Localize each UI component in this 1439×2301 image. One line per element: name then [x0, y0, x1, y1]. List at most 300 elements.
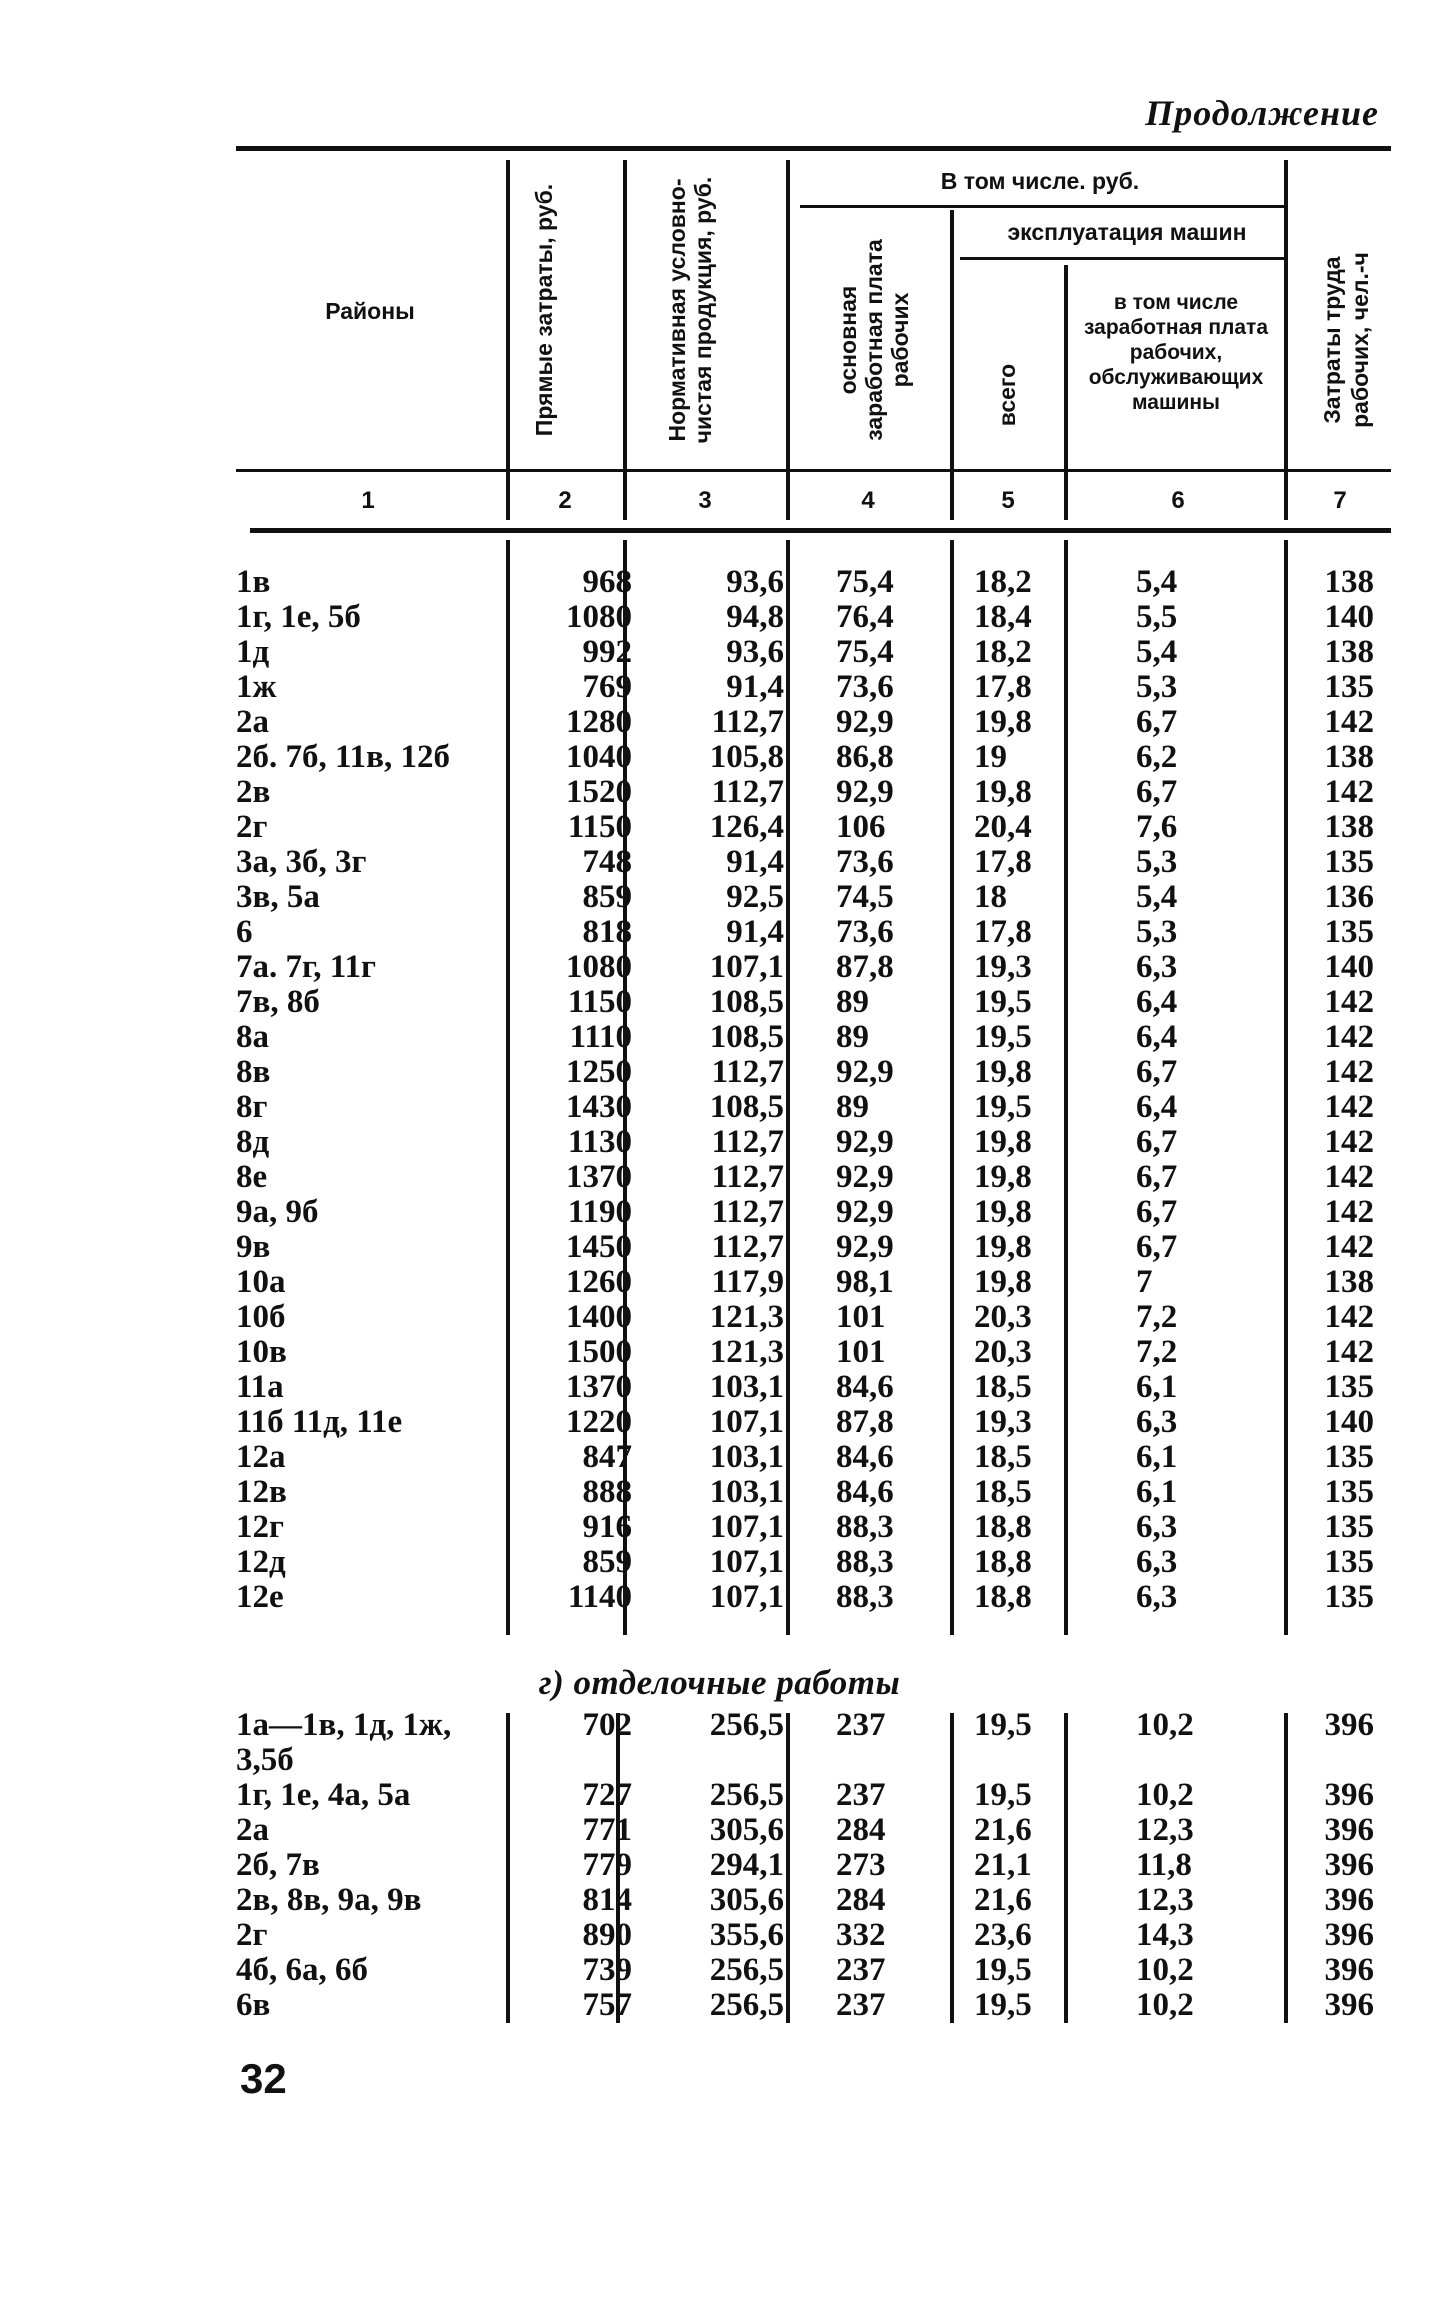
- cell-labor-costs: 138: [1324, 634, 1374, 670]
- cell-machines-total: 20,3: [974, 1299, 1032, 1335]
- cell-region: 12в: [236, 1474, 287, 1510]
- cell-normative-product: 294,1: [709, 1847, 784, 1883]
- cell-normative-product: 126,4: [709, 809, 784, 845]
- cell-machine-wage: 7,6: [1136, 809, 1178, 845]
- cell-normative-product: 121,3: [709, 1299, 784, 1335]
- cell-machine-wage: 10,2: [1136, 1707, 1194, 1743]
- cell-base-wage: 92,9: [836, 1054, 894, 1090]
- cell-direct-costs: 916: [582, 1509, 632, 1545]
- cell-machine-wage: 6,7: [1136, 1159, 1178, 1195]
- cell-base-wage: 89: [836, 984, 869, 1020]
- cell-labor-costs: 140: [1324, 1404, 1374, 1440]
- cell-machine-wage: 6,7: [1136, 1194, 1178, 1230]
- cell-labor-costs: 135: [1324, 1579, 1374, 1615]
- cell-region: 7в, 8б: [236, 984, 320, 1020]
- cell-labor-costs: 142: [1324, 1019, 1374, 1055]
- cell-machine-wage: 7,2: [1136, 1299, 1178, 1335]
- cell-region: 10в: [236, 1334, 287, 1370]
- cell-normative-product: 112,7: [711, 1124, 784, 1160]
- cell-normative-product: 112,7: [711, 1194, 784, 1230]
- colnum-bottom-rule: [250, 528, 1391, 533]
- cell-normative-product: 256,5: [709, 1777, 784, 1813]
- body-vline-1: [506, 540, 510, 1635]
- header-base-wage: основная заработная плата рабочих: [835, 239, 913, 441]
- cell-direct-costs: 1400: [566, 1299, 632, 1335]
- cell-normative-product: 105,8: [709, 739, 784, 775]
- cell-machines-total: 18,2: [974, 564, 1032, 600]
- cell-region: 8а: [236, 1019, 269, 1055]
- cell-region: 10б: [236, 1299, 286, 1335]
- cell-labor-costs: 140: [1324, 599, 1374, 635]
- cell-direct-costs: 1130: [567, 1124, 632, 1160]
- cell-base-wage: 88,3: [836, 1509, 894, 1545]
- cell-machines-total: 19,3: [974, 1404, 1032, 1440]
- cell-labor-costs: 142: [1324, 1054, 1374, 1090]
- cell-machines-total: 19,8: [974, 1194, 1032, 1230]
- cell-normative-product: 305,6: [709, 1882, 784, 1918]
- cell-direct-costs: 739: [582, 1952, 632, 1988]
- cell-machines-total: 20,3: [974, 1334, 1032, 1370]
- cell-direct-costs: 702: [582, 1707, 632, 1743]
- cell-normative-product: 91,4: [726, 844, 784, 880]
- cell-labor-costs: 396: [1324, 1707, 1374, 1743]
- cell-machine-wage: 5,3: [1136, 669, 1178, 705]
- cell-direct-costs: 771: [582, 1812, 632, 1848]
- header-normative-net-product: Нормативная условно-чистая продукция, руб.: [664, 176, 716, 444]
- cell-direct-costs: 748: [582, 844, 632, 880]
- cell-labor-costs: 138: [1324, 739, 1374, 775]
- cell-labor-costs: 142: [1324, 774, 1374, 810]
- cell-direct-costs: 1370: [566, 1159, 632, 1195]
- cell-direct-costs: 992: [582, 634, 632, 670]
- cell-machines-total: 19,5: [974, 1987, 1032, 2023]
- cell-region: 2г: [236, 809, 268, 845]
- cell-machine-wage: 6,3: [1136, 1404, 1178, 1440]
- fin-vline-3: [786, 1713, 790, 2023]
- cell-normative-product: 108,5: [709, 984, 784, 1020]
- cell-direct-costs: 1110: [569, 1019, 632, 1055]
- cell-base-wage: 73,6: [836, 669, 894, 705]
- cell-machines-total: 18,5: [974, 1369, 1032, 1405]
- cell-machines-total: 19,8: [974, 1229, 1032, 1265]
- colnum-5: 5: [1001, 487, 1015, 514]
- cell-labor-costs: 138: [1324, 564, 1374, 600]
- cell-normative-product: 93,6: [726, 634, 784, 670]
- cell-machines-total: 18: [974, 879, 1007, 915]
- cell-direct-costs: 1280: [566, 704, 632, 740]
- cell-machine-wage: 6,7: [1136, 1124, 1178, 1160]
- cell-base-wage: 74,5: [836, 879, 894, 915]
- hdr-vline-6: [1284, 160, 1288, 520]
- cell-region: 11б 11д, 11е: [236, 1404, 403, 1440]
- cell-direct-costs: 1500: [566, 1334, 632, 1370]
- cell-machine-wage: 6,3: [1136, 949, 1178, 985]
- cell-direct-costs: 968: [582, 564, 632, 600]
- cell-region: 3в, 5а: [236, 879, 320, 915]
- hdr-vline-4: [950, 210, 954, 520]
- cell-direct-costs: 890: [582, 1917, 632, 1953]
- cell-direct-costs: 847: [582, 1439, 632, 1475]
- cell-labor-costs: 135: [1324, 1474, 1374, 1510]
- cell-normative-product: 103,1: [709, 1369, 784, 1405]
- cell-machine-wage: 12,3: [1136, 1882, 1194, 1918]
- cell-region: 1г, 1е, 5б: [236, 599, 361, 635]
- cell-machines-total: 17,8: [974, 844, 1032, 880]
- cell-labor-costs: 135: [1324, 1544, 1374, 1580]
- cell-machine-wage: 6,4: [1136, 984, 1178, 1020]
- cell-machines-total: 17,8: [974, 914, 1032, 950]
- cell-machines-total: 18,8: [974, 1579, 1032, 1615]
- cell-machine-wage: 14,3: [1136, 1917, 1194, 1953]
- cell-region: 11а: [236, 1369, 284, 1405]
- cell-machine-wage: 5,3: [1136, 844, 1178, 880]
- colnum-7: 7: [1333, 487, 1347, 514]
- cell-base-wage: 237: [836, 1707, 886, 1743]
- cell-region: 2в: [236, 774, 271, 810]
- cell-direct-costs: 727: [582, 1777, 632, 1813]
- cell-machines-total: 18,8: [974, 1509, 1032, 1545]
- cell-region: 6: [236, 914, 253, 950]
- cell-base-wage: 237: [836, 1987, 886, 2023]
- cell-direct-costs: 859: [582, 879, 632, 915]
- cell-machine-wage: 5,5: [1136, 599, 1178, 635]
- cell-machine-wage: 6,3: [1136, 1509, 1178, 1545]
- cell-base-wage: 101: [836, 1334, 886, 1370]
- cell-region: 7а. 7г, 11г: [236, 949, 376, 985]
- cell-base-wage: 86,8: [836, 739, 894, 775]
- body-vline-3: [786, 540, 790, 1635]
- cell-labor-costs: 396: [1324, 1952, 1374, 1988]
- cell-machine-wage: 6,4: [1136, 1019, 1178, 1055]
- table-top-rule: [236, 146, 1391, 151]
- continuation-label: Продолжение: [1145, 93, 1379, 133]
- colnum-6: 6: [1171, 487, 1185, 514]
- cell-labor-costs: 142: [1324, 1334, 1374, 1370]
- cell-normative-product: 108,5: [709, 1019, 784, 1055]
- cell-base-wage: 284: [836, 1882, 886, 1918]
- cell-direct-costs: 859: [582, 1544, 632, 1580]
- cell-region: 9в: [236, 1229, 271, 1265]
- cell-region: 12д: [236, 1544, 286, 1580]
- cell-machine-wage: 6,1: [1136, 1474, 1178, 1510]
- cell-machines-total: 18,2: [974, 634, 1032, 670]
- cell-base-wage: 75,4: [836, 634, 894, 670]
- cell-direct-costs: 1040: [566, 739, 632, 775]
- cell-normative-product: 256,5: [709, 1952, 784, 1988]
- header-bottom-rule: [236, 469, 1391, 472]
- cell-normative-product: 107,1: [709, 1509, 784, 1545]
- colnum-4: 4: [861, 487, 875, 514]
- cell-machines-total: 23,6: [974, 1917, 1032, 1953]
- cell-labor-costs: 135: [1324, 1509, 1374, 1545]
- cell-base-wage: 75,4: [836, 564, 894, 600]
- fin-vline-6: [1284, 1713, 1288, 2023]
- cell-direct-costs: 1150: [567, 809, 632, 845]
- cell-base-wage: 92,9: [836, 1229, 894, 1265]
- cell-labor-costs: 135: [1324, 914, 1374, 950]
- cell-machine-wage: 6,7: [1136, 1054, 1178, 1090]
- cell-machine-wage: 5,4: [1136, 564, 1178, 600]
- colnum-3: 3: [698, 487, 712, 514]
- group-rule-in-that-number: [800, 205, 1288, 208]
- cell-base-wage: 84,6: [836, 1369, 894, 1405]
- cell-region: 8е: [236, 1159, 268, 1195]
- cell-normative-product: 91,4: [726, 914, 784, 950]
- cell-normative-product: 355,6: [709, 1917, 784, 1953]
- cell-base-wage: 92,9: [836, 704, 894, 740]
- cell-base-wage: 76,4: [836, 599, 894, 635]
- cell-labor-costs: 135: [1324, 1369, 1374, 1405]
- cell-machines-total: 19,8: [974, 1054, 1032, 1090]
- cell-region: 1а—1в, 1д, 1ж, 3,5б: [236, 1707, 452, 1778]
- cell-normative-product: 103,1: [709, 1439, 784, 1475]
- cell-direct-costs: 1080: [566, 599, 632, 635]
- cell-normative-product: 256,5: [709, 1987, 784, 2023]
- cell-machine-wage: 6,7: [1136, 704, 1178, 740]
- header-total: всего: [994, 363, 1020, 427]
- cell-region: 2а: [236, 704, 269, 740]
- hdr-vline-2: [623, 160, 627, 520]
- cell-direct-costs: 818: [582, 914, 632, 950]
- cell-labor-costs: 142: [1324, 1229, 1374, 1265]
- cell-machine-wage: 5,4: [1136, 634, 1178, 670]
- header-machine-operation: эксплуатация машин: [1007, 219, 1247, 245]
- cell-labor-costs: 136: [1324, 879, 1374, 915]
- cell-region: 1г, 1е, 4а, 5а: [236, 1777, 411, 1813]
- body-vline-6: [1284, 540, 1288, 1635]
- cell-machine-wage: 6,4: [1136, 1089, 1178, 1125]
- cell-labor-costs: 135: [1324, 1439, 1374, 1475]
- colnum-1: 1: [361, 487, 375, 514]
- cell-region: 3а, 3б, 3г: [236, 844, 367, 880]
- cell-region: 12г: [236, 1509, 284, 1545]
- cell-machines-total: 19,3: [974, 949, 1032, 985]
- cell-region: 8в: [236, 1054, 271, 1090]
- cell-region: 8г: [236, 1089, 268, 1125]
- cell-labor-costs: 396: [1324, 1917, 1374, 1953]
- cell-direct-costs: 1430: [566, 1089, 632, 1125]
- cell-labor-costs: 396: [1324, 1882, 1374, 1918]
- cell-labor-costs: 142: [1324, 1089, 1374, 1125]
- cell-normative-product: 112,7: [711, 1054, 784, 1090]
- cell-normative-product: 107,1: [709, 1579, 784, 1615]
- cell-normative-product: 107,1: [709, 1404, 784, 1440]
- cell-direct-costs: 1140: [567, 1579, 632, 1615]
- cell-direct-costs: 769: [582, 669, 632, 705]
- header-labor-costs: Затраты труда рабочих, чел.-ч: [1319, 252, 1373, 428]
- cell-base-wage: 101: [836, 1299, 886, 1335]
- cell-normative-product: 112,7: [711, 1229, 784, 1265]
- cell-machine-wage: 6,2: [1136, 739, 1178, 775]
- hdr-vline-1: [506, 160, 510, 520]
- cell-region: 2в, 8в, 9а, 9в: [236, 1882, 422, 1918]
- cell-normative-product: 92,5: [726, 879, 784, 915]
- cell-normative-product: 112,7: [711, 1159, 784, 1195]
- cell-base-wage: 89: [836, 1089, 869, 1125]
- cell-machine-wage: 7,2: [1136, 1334, 1178, 1370]
- group-rule-machines: [960, 257, 1288, 260]
- cell-normative-product: 94,8: [726, 599, 784, 635]
- cell-region: 9а, 9б: [236, 1194, 319, 1230]
- cell-normative-product: 91,4: [726, 669, 784, 705]
- body-vline-4: [950, 540, 954, 1635]
- cell-region: 1в: [236, 564, 271, 600]
- cell-base-wage: 87,8: [836, 1404, 894, 1440]
- cell-machine-wage: 6,1: [1136, 1439, 1178, 1475]
- cell-normative-product: 107,1: [709, 1544, 784, 1580]
- cell-labor-costs: 396: [1324, 1812, 1374, 1848]
- cell-direct-costs: 779: [582, 1847, 632, 1883]
- cell-base-wage: 87,8: [836, 949, 894, 985]
- header-in-that-number: В том числе. руб.: [940, 168, 1140, 194]
- cell-region: 12а: [236, 1439, 286, 1475]
- cell-machines-total: 19,5: [974, 1952, 1032, 1988]
- section-title-finishing: г) отделочные работы: [538, 1663, 901, 1702]
- cell-region: 2а: [236, 1812, 269, 1848]
- fin-vline-1: [506, 1713, 510, 2023]
- cell-base-wage: 98,1: [836, 1264, 894, 1300]
- cell-machines-total: 19,8: [974, 1264, 1032, 1300]
- cell-labor-costs: 135: [1324, 844, 1374, 880]
- cell-direct-costs: 814: [582, 1882, 632, 1918]
- cell-machines-total: 19,5: [974, 1089, 1032, 1125]
- cell-labor-costs: 142: [1324, 1124, 1374, 1160]
- cell-direct-costs: 1220: [566, 1404, 632, 1440]
- cell-direct-costs: 1370: [566, 1369, 632, 1405]
- cell-normative-product: 256,5: [709, 1707, 784, 1743]
- cell-machine-wage: 6,3: [1136, 1544, 1178, 1580]
- cell-normative-product: 112,7: [711, 774, 784, 810]
- cell-machine-wage: 6,3: [1136, 1579, 1178, 1615]
- colnum-2: 2: [558, 487, 572, 514]
- cell-region: 1д: [236, 634, 270, 670]
- cell-direct-costs: 1520: [566, 774, 632, 810]
- cell-machine-wage: 11,8: [1136, 1847, 1192, 1883]
- cell-base-wage: 84,6: [836, 1474, 894, 1510]
- cell-machines-total: 19,5: [974, 1019, 1032, 1055]
- cell-base-wage: 237: [836, 1952, 886, 1988]
- cell-region: 2г: [236, 1917, 268, 1953]
- cell-machines-total: 18,5: [974, 1474, 1032, 1510]
- cell-direct-costs: 888: [582, 1474, 632, 1510]
- cell-labor-costs: 138: [1324, 1264, 1374, 1300]
- cell-region: 12е: [236, 1579, 284, 1615]
- cell-base-wage: 92,9: [836, 1159, 894, 1195]
- cell-machines-total: 19,8: [974, 774, 1032, 810]
- cell-normative-product: 112,7: [711, 704, 784, 740]
- cell-machines-total: 19,5: [974, 1777, 1032, 1813]
- cell-labor-costs: 142: [1324, 1159, 1374, 1195]
- hdr-vline-3: [786, 160, 790, 520]
- cell-base-wage: 73,6: [836, 914, 894, 950]
- header-regions: Районы: [325, 298, 415, 324]
- cell-machines-total: 21,6: [974, 1882, 1032, 1918]
- cell-machine-wage: 6,7: [1136, 1229, 1178, 1265]
- cell-machines-total: 19: [974, 739, 1007, 775]
- cell-normative-product: 305,6: [709, 1812, 784, 1848]
- cell-labor-costs: 142: [1324, 704, 1374, 740]
- cell-region: 4б, 6а, 6б: [236, 1952, 368, 1988]
- cell-base-wage: 84,6: [836, 1439, 894, 1475]
- cell-base-wage: 92,9: [836, 1124, 894, 1160]
- cell-base-wage: 284: [836, 1812, 886, 1848]
- hdr-vline-5: [1064, 265, 1068, 520]
- cell-labor-costs: 142: [1324, 984, 1374, 1020]
- cell-direct-costs: 1250: [566, 1054, 632, 1090]
- cell-labor-costs: 142: [1324, 1194, 1374, 1230]
- cell-region: 2б, 7в: [236, 1847, 320, 1883]
- cell-machines-total: 21,1: [974, 1847, 1032, 1883]
- cell-machine-wage: 6,7: [1136, 774, 1178, 810]
- cell-base-wage: 237: [836, 1777, 886, 1813]
- cell-normative-product: 103,1: [709, 1474, 784, 1510]
- cell-machines-total: 19,5: [974, 1707, 1032, 1743]
- header-direct-costs: Прямые затраты, руб.: [531, 183, 557, 437]
- cell-machine-wage: 6,1: [1136, 1369, 1178, 1405]
- cell-labor-costs: 140: [1324, 949, 1374, 985]
- cell-machines-total: 19,5: [974, 984, 1032, 1020]
- cell-direct-costs: 1450: [566, 1229, 632, 1265]
- cell-normative-product: 121,3: [709, 1334, 784, 1370]
- cell-base-wage: 88,3: [836, 1544, 894, 1580]
- cell-machine-wage: 5,4: [1136, 879, 1178, 915]
- cell-labor-costs: 396: [1324, 1777, 1374, 1813]
- cell-base-wage: 92,9: [836, 774, 894, 810]
- cell-base-wage: 273: [836, 1847, 886, 1883]
- cell-region: 2б. 7б, 11в, 12б: [236, 739, 451, 775]
- cell-direct-costs: 1190: [567, 1194, 632, 1230]
- cell-machines-total: 17,8: [974, 669, 1032, 705]
- cell-machine-wage: 10,2: [1136, 1777, 1194, 1813]
- cell-machines-total: 19,8: [974, 1124, 1032, 1160]
- cell-base-wage: 92,9: [836, 1194, 894, 1230]
- cell-labor-costs: 135: [1324, 669, 1374, 705]
- cell-machines-total: 18,5: [974, 1439, 1032, 1475]
- cell-machine-wage: 7: [1136, 1264, 1153, 1300]
- cell-machine-wage: 10,2: [1136, 1987, 1194, 2023]
- cell-labor-costs: 142: [1324, 1299, 1374, 1335]
- cell-base-wage: 73,6: [836, 844, 894, 880]
- cell-machine-wage: 5,3: [1136, 914, 1178, 950]
- cell-machine-wage: 12,3: [1136, 1812, 1194, 1848]
- cell-region: 8д: [236, 1124, 270, 1160]
- cell-base-wage: 332: [836, 1917, 886, 1953]
- cell-machine-wage: 10,2: [1136, 1952, 1194, 1988]
- cell-region: 10а: [236, 1264, 286, 1300]
- cell-base-wage: 106: [836, 809, 886, 845]
- cell-normative-product: 107,1: [709, 949, 784, 985]
- cell-machines-total: 18,4: [974, 599, 1032, 635]
- page-number: 32: [240, 2055, 287, 2102]
- cell-normative-product: 93,6: [726, 564, 784, 600]
- cell-machines-total: 18,8: [974, 1544, 1032, 1580]
- fin-vline-4: [950, 1713, 954, 2023]
- cell-direct-costs: 1260: [566, 1264, 632, 1300]
- cell-machines-total: 19,8: [974, 1159, 1032, 1195]
- cell-region: 6в: [236, 1987, 271, 2023]
- cell-labor-costs: 396: [1324, 1847, 1374, 1883]
- cell-region: 1ж: [236, 669, 277, 705]
- cell-base-wage: 89: [836, 1019, 869, 1055]
- cell-base-wage: 88,3: [836, 1579, 894, 1615]
- cell-machines-total: 21,6: [974, 1812, 1032, 1848]
- cell-machines-total: 20,4: [974, 809, 1032, 845]
- cell-normative-product: 117,9: [711, 1264, 784, 1300]
- header-incl-wage-machine: в том числе заработная плата рабочих, обслуживающих машины: [1083, 291, 1269, 414]
- cell-direct-costs: 1150: [567, 984, 632, 1020]
- cell-normative-product: 108,5: [709, 1089, 784, 1125]
- cell-direct-costs: 1080: [566, 949, 632, 985]
